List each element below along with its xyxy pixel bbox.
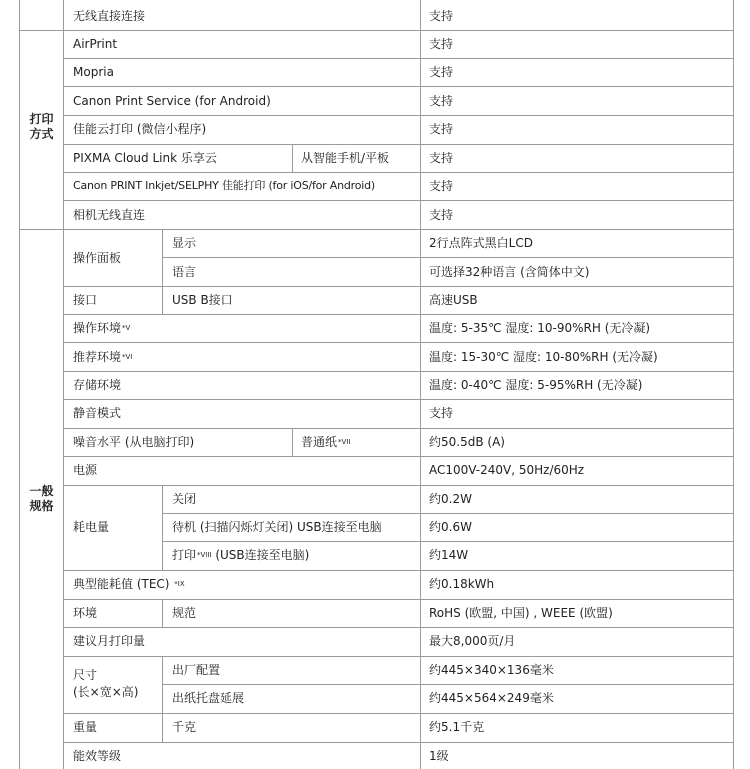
- row-label: 能效等级: [73, 749, 122, 763]
- row-label: 噪音水平 (从电脑打印): [73, 435, 195, 449]
- divider: [162, 513, 734, 514]
- divider: [63, 627, 734, 628]
- row-value: 支持: [429, 151, 454, 165]
- divider: [63, 115, 734, 116]
- row-value: 支持: [429, 406, 454, 420]
- row-label: 耗电量: [73, 520, 110, 534]
- divider: [162, 229, 163, 314]
- row-value: AC100V-240V, 50Hz/60Hz: [429, 463, 585, 477]
- row-value: 支持: [429, 37, 454, 51]
- divider: [63, 399, 734, 400]
- footnote-mark: *V: [122, 324, 131, 332]
- row-sublabel: [301, 435, 350, 449]
- footnote-mark: *IX: [174, 580, 185, 588]
- category-line: 方式: [29, 127, 54, 141]
- row-value: 约0.2W: [429, 492, 472, 506]
- divider: [19, 30, 734, 31]
- label-text: 操作环境: [73, 321, 122, 335]
- row-label: Canon Print Service (for Android): [73, 94, 271, 108]
- label-text: 普通纸: [301, 435, 338, 449]
- row-label: Canon PRINT Inkjet/SELPHY 佳能打印 (for iOS/for Android): [73, 179, 376, 192]
- row-value: 约445×564×249毫米: [429, 691, 554, 705]
- row-label: 电源: [73, 463, 98, 477]
- divider: [63, 314, 734, 315]
- row-label: 建议月打印量: [73, 634, 146, 648]
- row-value: 温度: 15-30℃ 湿度: 10-80%RH (无冷凝): [429, 350, 658, 364]
- row-label: 存储环境: [73, 378, 122, 392]
- row-value: 约0.18kWh: [429, 577, 495, 591]
- row-value: 1级: [429, 749, 449, 763]
- row-label: 接口: [73, 293, 98, 307]
- divider: [292, 144, 293, 172]
- divider: [63, 485, 734, 486]
- row-sublabel: 显示: [172, 236, 197, 250]
- row-sublabel: USB B接口: [172, 293, 233, 307]
- row-label: (长×宽×高): [73, 685, 139, 699]
- divider: [63, 342, 734, 343]
- row-sublabel: [172, 548, 309, 562]
- row-value: 高速USB: [429, 293, 478, 307]
- row-value: 支持: [429, 65, 454, 79]
- row-value: 2行点阵式黑白LCD: [429, 236, 533, 250]
- row-label: [73, 577, 185, 591]
- row-value: 最大8,000页/月: [429, 634, 516, 648]
- row-label: 重量: [73, 720, 98, 734]
- row-sublabel: 关闭: [172, 492, 197, 506]
- row-value: 约14W: [429, 548, 469, 562]
- category-line: 规格: [29, 499, 54, 513]
- label-text: (USB连接至电脑): [215, 548, 310, 562]
- row-value: 温度: 5-35℃ 湿度: 10-90%RH (无冷凝): [429, 321, 651, 335]
- divider: [63, 456, 734, 457]
- divider: [63, 86, 734, 87]
- row-label: [73, 350, 132, 364]
- label-text: 打印: [172, 548, 197, 562]
- row-label: Mopria: [73, 65, 114, 79]
- row-label: [73, 321, 130, 335]
- divider: [63, 570, 734, 571]
- divider: [162, 599, 163, 627]
- divider: [63, 742, 734, 743]
- row-label: 静音模式: [73, 406, 122, 420]
- row-value: 支持: [429, 208, 454, 222]
- row-label: PIXMA Cloud Link 乐享云: [73, 151, 217, 165]
- row-value: 支持: [429, 122, 454, 136]
- divider: [63, 599, 734, 600]
- row-sublabel: 从智能手机/平板: [301, 151, 390, 165]
- footnote-mark: *VII: [338, 438, 351, 446]
- row-value: 支持: [429, 94, 454, 108]
- row-label: 尺寸: [73, 668, 98, 682]
- divider: [63, 371, 734, 372]
- category-general: [19, 484, 64, 514]
- row-value: RoHS (欧盟, 中国) , WEEE (欧盟): [429, 606, 613, 620]
- divider: [63, 172, 734, 173]
- divider: [162, 257, 734, 258]
- divider: [162, 485, 163, 570]
- row-label: 环境: [73, 606, 98, 620]
- divider: [162, 541, 734, 542]
- row-sublabel: 语言: [172, 265, 197, 279]
- row-value: 约0.6W: [429, 520, 472, 534]
- divider: [162, 656, 163, 742]
- footnote-mark: *VI: [122, 353, 133, 361]
- row-value: 约50.5dB (A): [429, 435, 505, 449]
- row-value: 约445×340×136毫米: [429, 663, 554, 677]
- divider: [19, 229, 734, 230]
- row-label: 操作面板: [73, 251, 122, 265]
- divider: [63, 286, 734, 287]
- category-line: 一般: [29, 484, 54, 498]
- label-text: 推荐环境: [73, 350, 122, 364]
- row-value: 约5.1千克: [429, 720, 485, 734]
- divider: [162, 684, 734, 685]
- row-value: 支持: [429, 179, 454, 193]
- row-label: AirPrint: [73, 37, 118, 51]
- divider: [63, 58, 734, 59]
- row-sublabel: 千克: [172, 720, 197, 734]
- footnote-mark: *VIII: [197, 551, 212, 559]
- row-label: 相机无线直连: [73, 208, 146, 222]
- row-value: 支持: [429, 9, 454, 23]
- divider: [63, 713, 734, 714]
- divider: [63, 144, 734, 145]
- row-label: 无线直接连接: [73, 9, 146, 23]
- row-sublabel: 出纸托盘延展: [172, 691, 245, 705]
- row-value: 可选择32种语言 (含简体中文): [429, 265, 590, 279]
- divider: [63, 200, 734, 201]
- divider: [63, 656, 734, 657]
- category-line: 打印: [29, 112, 54, 126]
- divider: [292, 428, 293, 456]
- row-sublabel: 规范: [172, 606, 197, 620]
- label-text: 典型能耗值 (TEC): [73, 577, 174, 591]
- category-print-methods: [19, 112, 64, 142]
- row-sublabel: 待机 (扫描闪烁灯关闭) USB连接至电脑: [172, 520, 382, 534]
- row-label: 佳能云打印 (微信小程序): [73, 122, 207, 136]
- row-value: 温度: 0-40℃ 湿度: 5-95%RH (无冷凝): [429, 378, 643, 392]
- divider: [63, 428, 734, 429]
- row-sublabel: 出厂配置: [172, 663, 221, 677]
